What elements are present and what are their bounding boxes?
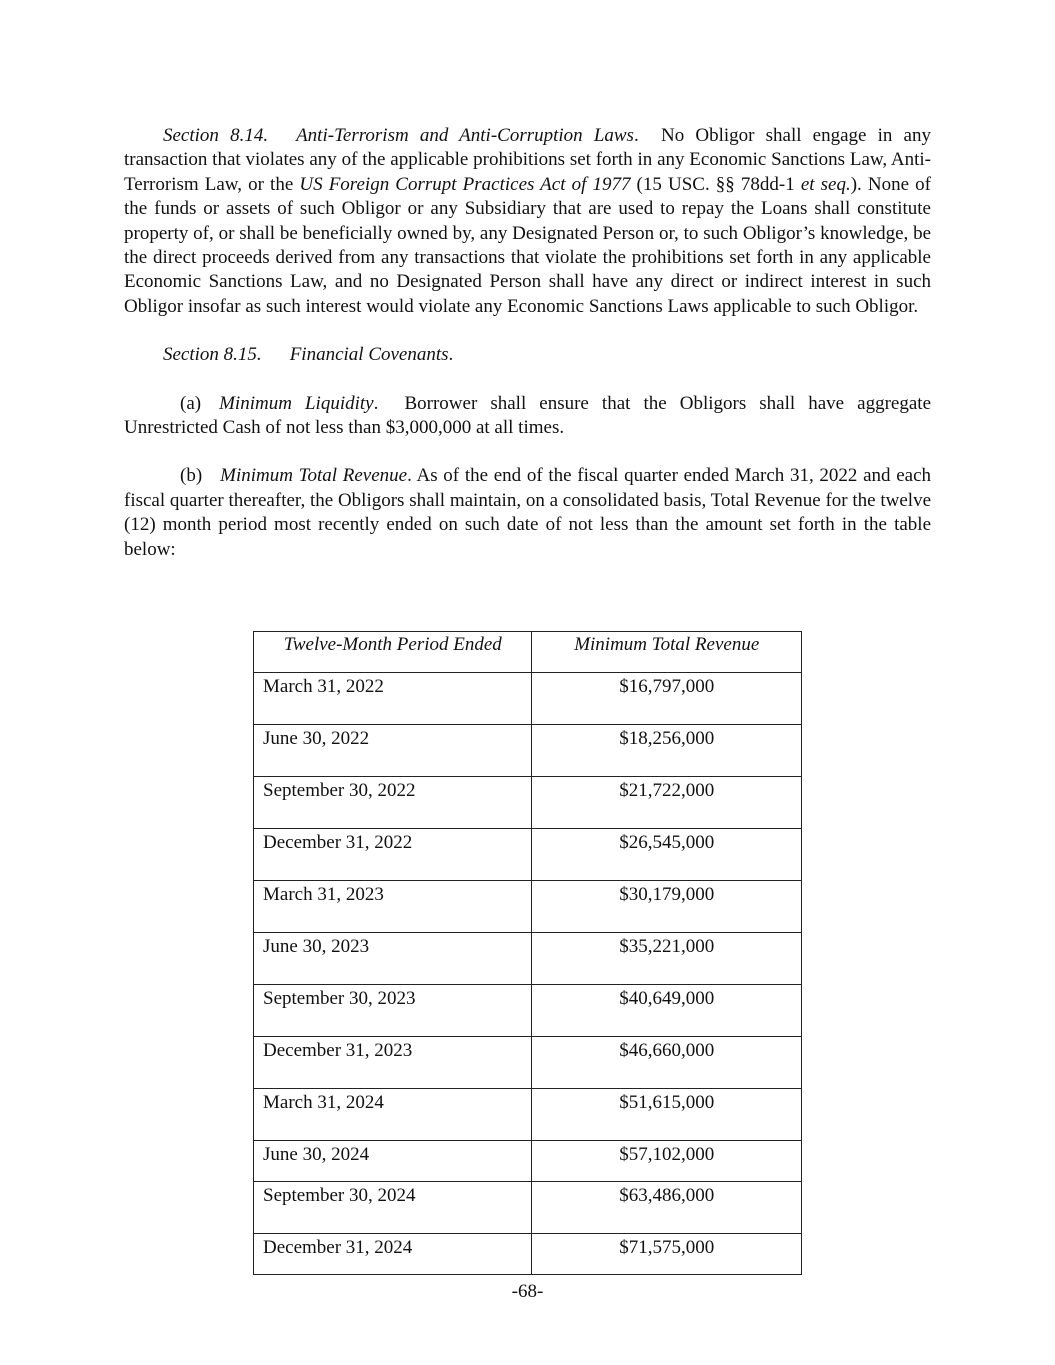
period-cell: September 30, 2023 — [254, 985, 532, 1037]
page-number: -68- — [511, 1281, 544, 1302]
amount-cell: $71,575,000 — [532, 1234, 802, 1275]
section-8-15-title: Financial Covenants — [289, 344, 449, 366]
period-cell: September 30, 2024 — [254, 1182, 532, 1234]
period-cell: March 31, 2024 — [254, 1089, 532, 1141]
amount-cell: $46,660,000 — [532, 1037, 802, 1089]
section-8-15-number: Section 8.15. — [163, 344, 262, 366]
period-cell: December 31, 2022 — [254, 829, 532, 881]
period-cell: June 30, 2023 — [254, 933, 532, 985]
table-header-row — [254, 632, 802, 673]
amount-cell: $40,649,000 — [532, 985, 802, 1037]
section-8-14-text-2: (15 USC. §§ 78dd-1 — [630, 173, 801, 195]
amount-cell: $51,615,000 — [532, 1089, 802, 1141]
amount-cell: $30,179,000 — [532, 881, 802, 933]
amount-cell: $16,797,000 — [532, 673, 802, 725]
amount-cell: $35,221,000 — [532, 933, 802, 985]
table-row — [254, 933, 802, 985]
period-cell: September 30, 2022 — [254, 777, 532, 829]
section-8-14-text-1: No Obligor shall engage in any transaction that violates any of the applicable prohibitions set forth in any Economic Sanctions Law, Anti-Terrorism Law, or the — [124, 125, 931, 195]
amount-cell: $57,102,000 — [532, 1141, 802, 1182]
table-row — [254, 1037, 802, 1089]
header-period: Twelve-Month Period Ended — [254, 632, 532, 673]
clause-b-title: Minimum Total Revenue — [220, 465, 408, 487]
table-row — [254, 881, 802, 933]
clause-a-title: Minimum Liquidity — [219, 392, 374, 414]
table-row — [254, 673, 802, 725]
table-row — [254, 1141, 802, 1182]
amount-cell: $26,545,000 — [532, 829, 802, 881]
clause-b-text: As of the end of the fiscal quarter ended March 31, 2022 and each fiscal quarter thereafter, the Obligors shall maintain, on a consolidated basis, Total Revenue for the twelve (12) month period most recently ended on such date of not less than the amount set forth in the table below: — [124, 465, 932, 560]
document-body — [124, 124, 931, 562]
period-cell: June 30, 2022 — [254, 725, 532, 777]
clause-a-text: Borrower shall ensure that the Obligors shall have aggregate Unrestricted Cash of not less than $3,000,000 at all times. — [124, 392, 931, 439]
amount-cell: $63,486,000 — [532, 1182, 802, 1234]
table-row — [254, 777, 802, 829]
minimum-revenue-table — [253, 631, 802, 1275]
clause-a-paragraph: (a) Minimum Liquidity. Borrower shall ensure that the Obligors shall have aggregate Unrestricted Cash of not less than $3,000,000 at all times. — [124, 392, 931, 439]
amount-cell: $18,256,000 — [532, 725, 802, 777]
et-seq: et seq. — [800, 173, 851, 195]
section-8-14-number: Section 8.14. — [163, 125, 269, 146]
table-row — [254, 725, 802, 777]
period-cell: March 31, 2022 — [254, 673, 532, 725]
section-8-14-paragraph: Section 8.14. Anti-Terrorism and Anti-Corruption Laws. No Obligor shall engage in any transaction that violates any of the applicable prohibitions set forth in any Economic Sanctions Law, Anti-Terrorism Law, or the US Foreign Corrupt Practices Act of 1977 (15 USC. §§ 78dd-1 et seq.). None of the funds or assets of such Obligor or any Subsidiary that are used to repay the Loans shall constitute property of, or shall be beneficially owned by, any Designated Person or, to such Obligor’s knowledge, be the direct proceeds derived from any transactions that violate the prohibitions set forth in any applicable Economic Sanctions Law, and no Designated Person shall have any direct or indirect interest in such Obligor insofar as such interest would violate any Economic Sanctions Laws applicable to such Obligor. — [124, 125, 931, 317]
table-row — [254, 1089, 802, 1141]
table-row — [254, 1234, 802, 1275]
period-cell: December 31, 2023 — [254, 1037, 532, 1089]
header-revenue: Minimum Total Revenue — [532, 632, 802, 673]
table-row — [254, 829, 802, 881]
amount-cell: $21,722,000 — [532, 777, 802, 829]
table-row — [254, 985, 802, 1037]
clause-b-paragraph: (b) Minimum Total Revenue. As of the end of the fiscal quarter ended March 31, 2022 and each fiscal quarter thereafter, the Obligors shall maintain, on a consolidated basis, Total Revenue for the twelve (12) month period most recently ended on such date of not less than the amount set forth in the table below: — [124, 465, 932, 560]
table-row — [254, 1182, 802, 1234]
section-8-15-heading: Section 8.15. Financial Covenants. — [163, 344, 454, 366]
section-8-14-text-3: ). None of the funds or assets of such Obligor or any Subsidiary that are used to repay the Loans shall constitute property of, or shall be beneficially owned by, any Designated Person or, to such Obligor’s knowledge, be the direct proceeds derived from any transactions that violate the prohibitions set forth in any applicable Economic Sanctions Law, and no Designated Person shall have any direct or indirect interest in such Obligor insofar as such interest would violate any Economic Sanctions Laws applicable to such Obligor. — [124, 173, 931, 317]
clause-a-label: (a) — [180, 392, 202, 414]
section-8-14-title: Anti-Terrorism and Anti-Corruption Laws — [296, 125, 634, 146]
fcpa-act-name: US Foreign Corrupt Practices Act of 1977 — [299, 173, 631, 195]
clause-b-label: (b) — [180, 465, 203, 487]
period-cell: December 31, 2024 — [254, 1234, 532, 1275]
period-cell: June 30, 2024 — [254, 1141, 532, 1182]
period-cell: March 31, 2023 — [254, 881, 532, 933]
